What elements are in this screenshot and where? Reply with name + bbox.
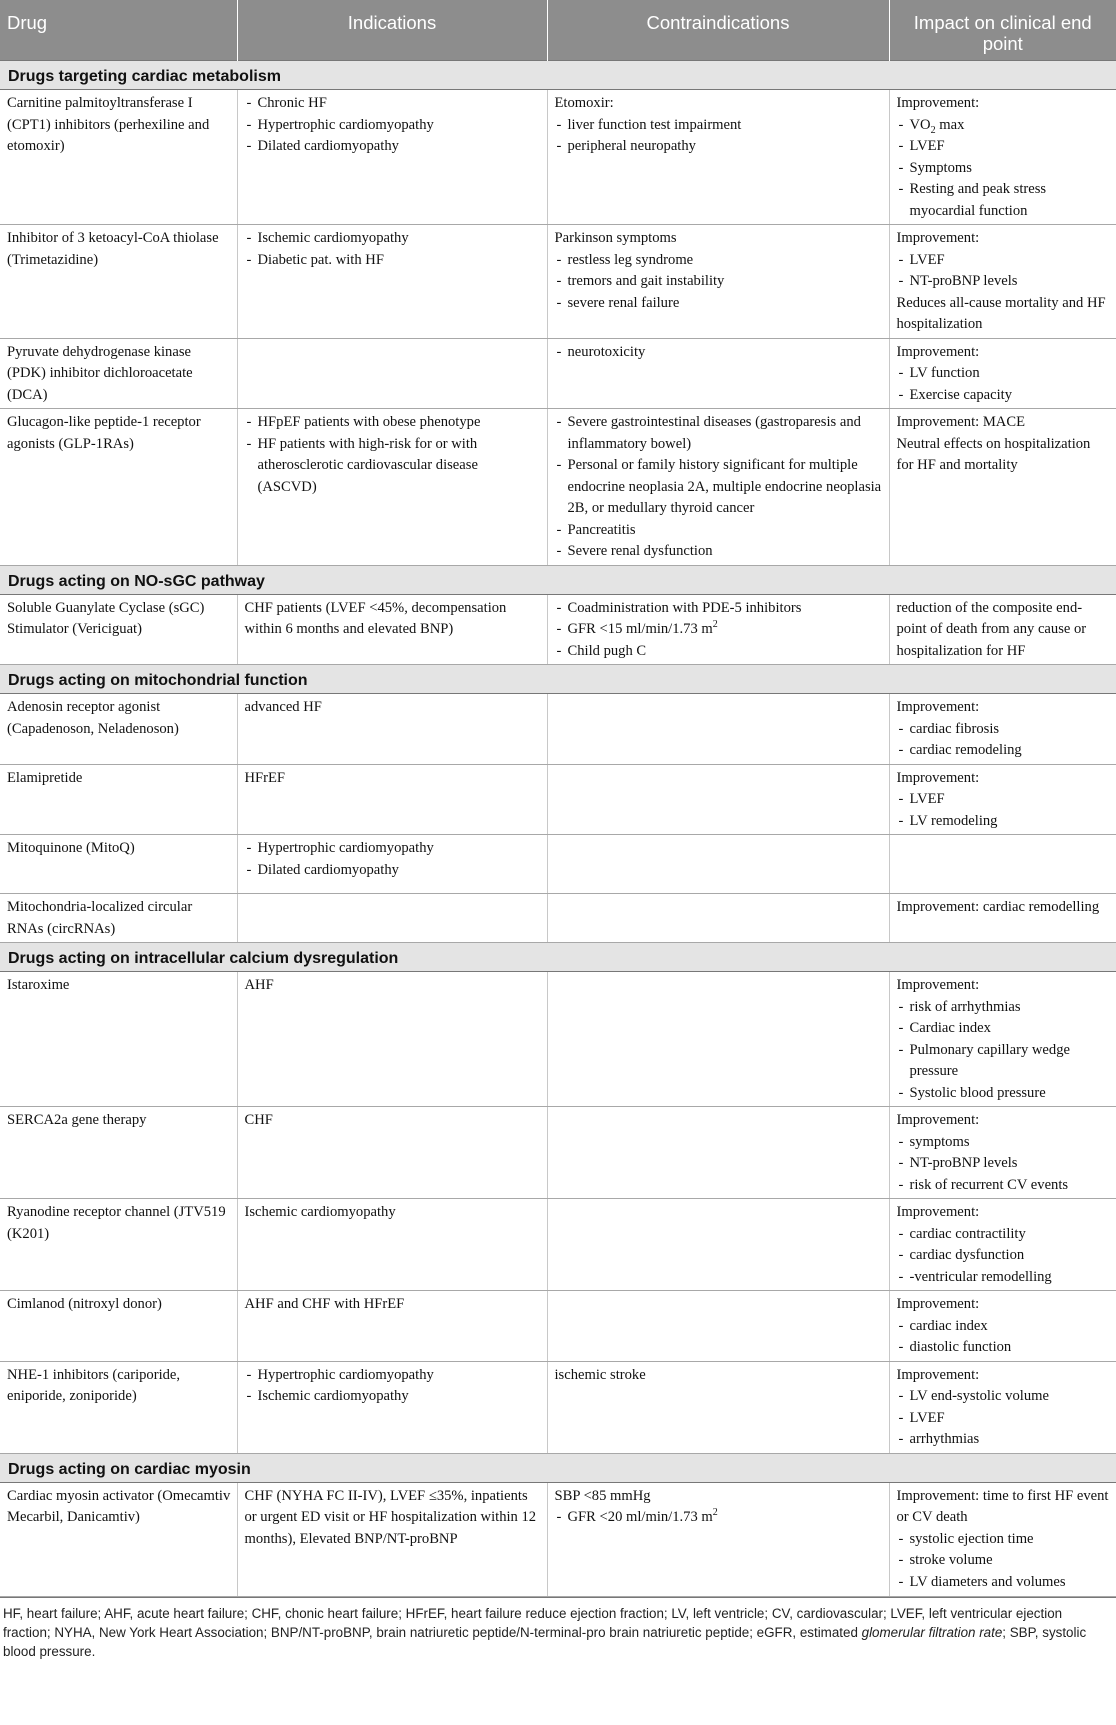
contraindications-cell (547, 1482, 889, 1596)
contraindication-item-list (555, 250, 883, 315)
impact-item: - Cardiac index (897, 1018, 1111, 1040)
contraindications-cell (547, 594, 889, 665)
impact-tail: Improvement: cardiac remodelling (896, 899, 1100, 915)
contraindication-item: - Severe renal dysfunction (555, 541, 883, 563)
contraindications-cell (547, 90, 889, 225)
drug-cell: SERCA2a gene therapy (0, 1107, 237, 1199)
contraindication-item: - peripheral neuropathy (555, 136, 883, 158)
section-title: Drugs acting on cardiac myosin (0, 1453, 1116, 1482)
contraindication-item: - Coadministration with PDE-5 inhibitors (555, 598, 883, 620)
section-row (0, 1453, 1116, 1482)
indications-cell (237, 764, 547, 835)
drug-cell: Adenosin receptor agonist (Capadenoson, Neladenoson) (0, 694, 237, 765)
indications-cell (237, 1482, 547, 1596)
impact-item: - Pulmonary capillary wedge pressure (897, 1040, 1111, 1083)
contraindication-item-list (555, 412, 883, 563)
contraindications-cell (547, 1361, 889, 1453)
contraindications-cell (547, 694, 889, 765)
drug-cell: Elamipretide (0, 764, 237, 835)
contraindications-cell (547, 1107, 889, 1199)
indication-item-list (245, 412, 541, 498)
table-row (0, 1107, 1116, 1199)
impact-cell (889, 1361, 1116, 1453)
impact-item: - Systolic blood pressure (897, 1083, 1111, 1105)
impact-cell (889, 972, 1116, 1107)
impact-lead: Improvement: time to first HF event or CV death (896, 1487, 1109, 1525)
contraindication-item: - liver function test impairment (555, 115, 883, 137)
indication-item: - Dilated cardiomyopathy (245, 860, 541, 882)
impact-item-list (897, 250, 1111, 293)
impact-item: - arrhythmias (897, 1429, 1111, 1451)
impact-cell (889, 1482, 1116, 1596)
impact-item: - diastolic function (897, 1337, 1111, 1359)
section-title: Drugs acting on mitochondrial function (0, 665, 1116, 694)
contraindication-item: - Child pugh C (555, 641, 883, 663)
impact-item-list (897, 1316, 1111, 1359)
impact-cell (889, 835, 1116, 894)
impact-item: - LV remodeling (897, 811, 1111, 833)
indication-text: Ischemic cardiomyopathy (244, 1204, 396, 1220)
indication-item-list (245, 228, 541, 271)
impact-cell (889, 409, 1116, 566)
impact-item: - LVEF (897, 789, 1111, 811)
indication-item-list (245, 93, 541, 158)
impact-item: - systolic ejection time (897, 1529, 1111, 1551)
indication-item: - Ischemic cardiomyopathy (245, 228, 541, 250)
indications-cell (237, 1107, 547, 1199)
impact-item-list (897, 1224, 1111, 1289)
impact-cell (889, 1291, 1116, 1362)
impact-cell (889, 764, 1116, 835)
indications-cell (237, 894, 547, 943)
contraindication-item: - GFR <15 ml/min/1.73 $m^2$ (555, 619, 883, 641)
contraindication-lead: Etomoxir: (554, 95, 614, 111)
impact-item: - symptoms (897, 1132, 1111, 1154)
table-row (0, 694, 1116, 765)
table-row (0, 338, 1116, 409)
impact-lead: Improvement: (896, 1204, 980, 1220)
impact-item: - LVEF (897, 1408, 1111, 1430)
section-row (0, 565, 1116, 594)
header-drug: Drug (0, 0, 237, 61)
table-row (0, 1199, 1116, 1291)
impact-lead: Improvement: (896, 343, 980, 360)
impact-cell (889, 338, 1116, 409)
impact-item: - LV end-systolic volume (897, 1386, 1111, 1408)
impact-item-list (897, 363, 1111, 406)
impact-item: - Symptoms (897, 158, 1111, 180)
contraindication-item-list (555, 115, 883, 158)
drug-cell: Istaroxime (0, 972, 237, 1107)
indication-text: advanced HF (244, 699, 322, 715)
section-title: Drugs targeting cardiac metabolism (0, 61, 1116, 90)
contraindication-text: ischemic stroke (554, 1366, 646, 1383)
contraindication-item: - Personal or family history significant for multiple endocrine neoplasia 2A, multiple endocrine neoplasia 2B, or medullary thyroid cancer (555, 455, 883, 520)
indication-item: - Hypertrophic cardiomyopathy (245, 1365, 541, 1387)
drug-cell: Mitoquinone (MitoQ) (0, 835, 237, 894)
impact-cell (889, 1107, 1116, 1199)
table-row (0, 225, 1116, 339)
impact-cell (889, 90, 1116, 225)
contraindication-item-list (555, 598, 883, 663)
impact-item: - LV diameters and volumes (897, 1572, 1111, 1594)
indications-cell (237, 694, 547, 765)
indication-item-list (245, 838, 541, 881)
table-row (0, 1361, 1116, 1453)
indication-item-list (245, 1365, 541, 1408)
indications-cell (237, 225, 547, 339)
indication-text: CHF (244, 1112, 273, 1128)
table-row (0, 835, 1116, 894)
impact-item-list (897, 997, 1111, 1105)
header-contraindications: Contraindications (547, 0, 889, 61)
indications-cell (237, 835, 547, 894)
impact-lead: Improvement: (896, 95, 980, 111)
contraindications-cell (547, 764, 889, 835)
impact-item-list (897, 719, 1111, 762)
impact-item-list (897, 1132, 1111, 1197)
contraindications-cell (547, 1291, 889, 1362)
section-title: Drugs acting on intracellular calcium dysregulation (0, 943, 1116, 972)
impact-item: - -ventricular remodelling (897, 1267, 1111, 1289)
indication-text: AHF (244, 977, 274, 993)
impact-item-list (897, 1386, 1111, 1451)
contraindications-cell (547, 835, 889, 894)
table-row (0, 409, 1116, 566)
contraindication-item: - severe renal failure (555, 293, 883, 315)
indication-text: AHF and CHF with HFrEF (244, 1296, 405, 1312)
header-impact (889, 0, 1116, 61)
contraindication-item: - GFR <20 ml/min/1.73 $m^2$ (555, 1507, 883, 1529)
indications-cell (237, 338, 547, 409)
impact-item: - $VO_2$ max (897, 115, 1111, 137)
impact-item: - cardiac contractility (897, 1224, 1111, 1246)
header-indications: Indications (237, 0, 547, 61)
drug-cell: Ryanodine receptor channel (JTV519 (K201) (0, 1199, 237, 1291)
footnote-end: ; SBP, systolic blood pressure. (3, 1624, 1087, 1659)
indication-item: - HF patients with high-risk for or with atherosclerotic cardiovascular disease (ASCVD) (245, 434, 541, 499)
section-row (0, 665, 1116, 694)
drug-cell: Cardiac myosin activator (Omecamtiv Mecarbil, Danicamtiv) (0, 1482, 237, 1596)
impact-cell (889, 894, 1116, 943)
impact-lead: Improvement: (896, 1112, 980, 1128)
impact-item: - NT-proBNP levels (897, 1153, 1111, 1175)
indications-cell (237, 1291, 547, 1362)
table-row (0, 894, 1116, 943)
impact-item-list (897, 115, 1111, 223)
indication-text: CHF (NYHA FC II-IV), LVEF ≤35%, inpatients or urgent ED visit or HF hospitalization within 12 months), Elevated BNP/NT-proBNP (244, 1487, 537, 1547)
indications-cell (237, 972, 547, 1107)
contraindications-cell (547, 225, 889, 339)
impact-item: - LVEF (897, 136, 1111, 158)
impact-item: - LVEF (897, 250, 1111, 272)
impact-item-list (897, 789, 1111, 832)
drug-cell: Inhibitor of 3 ketoacyl-CoA thiolase (Trimetazidine) (0, 225, 237, 339)
impact-lead: Improvement: (896, 769, 980, 786)
indications-cell (237, 90, 547, 225)
table-row (0, 1291, 1116, 1362)
footnote-italic: glomerular filtration rate (861, 1624, 1003, 1640)
drug-cell: Cimlanod (nitroxyl donor) (0, 1291, 237, 1362)
contraindication-lead: Parkinson symptoms (554, 230, 677, 246)
indications-cell (237, 1361, 547, 1453)
contraindication-lead: SBP <85 mmHg (554, 1487, 651, 1504)
contraindications-cell (547, 1199, 889, 1291)
indications-cell (237, 409, 547, 566)
contraindication-item: - Severe gastrointestinal diseases (gastroparesis and inflammatory bowel) (555, 412, 883, 455)
impact-lead: Improvement: (896, 977, 980, 993)
impact-item: - risk of arrhythmias (897, 997, 1111, 1019)
contraindication-item: - tremors and gait instability (555, 271, 883, 293)
contraindications-cell (547, 409, 889, 566)
drug-cell: Pyruvate dehydrogenase kinase (PDK) inhibitor dichloroacetate (DCA) (0, 338, 237, 409)
indication-item: - Hypertrophic cardiomyopathy (245, 838, 541, 860)
contraindications-cell (547, 338, 889, 409)
drug-cell: Carnitine palmitoyltransferase I (CPT1) inhibitors (perhexiline and etomoxir) (0, 90, 237, 225)
impact-item: - cardiac fibrosis (897, 719, 1111, 741)
table-row (0, 594, 1116, 665)
indication-item: - Hypertrophic cardiomyopathy (245, 115, 541, 137)
indication-text: HFrEF (244, 769, 286, 786)
indication-item: - Ischemic cardiomyopathy (245, 1386, 541, 1408)
indication-item: - Chronic HF (245, 93, 541, 115)
impact-item: - stroke volume (897, 1550, 1111, 1572)
section-row (0, 61, 1116, 90)
contraindication-item: - neurotoxicity (555, 342, 883, 364)
impact-item: - cardiac remodeling (897, 740, 1111, 762)
impact-tail: reduction of the composite end-point of death from any cause or hospitalization for HF (896, 599, 1087, 659)
contraindication-item-list (555, 342, 883, 364)
impact-item: - Exercise capacity (897, 385, 1111, 407)
impact-cell (889, 594, 1116, 665)
table-row (0, 972, 1116, 1107)
impact-item: - cardiac dysfunction (897, 1245, 1111, 1267)
impact-cell (889, 1199, 1116, 1291)
footnote (0, 1597, 1116, 1661)
contraindication-item: - restless leg syndrome (555, 250, 883, 272)
drug-cell: NHE-1 inhibitors (cariporide, eniporide, zoniporide) (0, 1361, 237, 1453)
contraindications-cell (547, 894, 889, 943)
contraindications-cell (547, 972, 889, 1107)
indication-item: - HFpEF patients with obese phenotype (245, 412, 541, 434)
impact-item-list (897, 1529, 1111, 1594)
indication-item: - Diabetic pat. with HF (245, 250, 541, 272)
header-impact-line2: point (982, 33, 1023, 54)
impact-cell (889, 694, 1116, 765)
impact-item: - risk of recurrent CV events (897, 1175, 1111, 1197)
impact-lead: Improvement: (896, 230, 980, 246)
impact-lead: Improvement: (896, 1366, 980, 1383)
drug-cell: Mitochondria-localized circular RNAs (circRNAs) (0, 894, 237, 943)
table-row (0, 764, 1116, 835)
drug-cell: Soluble Guanylate Cyclase (sGC) Stimulator (Vericiguat) (0, 594, 237, 665)
impact-item: - cardiac index (897, 1316, 1111, 1338)
indications-cell (237, 1199, 547, 1291)
table-row (0, 90, 1116, 225)
section-title: Drugs acting on NO-sGC pathway (0, 565, 1116, 594)
impact-tail: Neutral effects on hospitalization for HF and mortality (896, 435, 1091, 473)
table-row (0, 1482, 1116, 1596)
impact-lead: Improvement: MACE (896, 414, 1025, 430)
impact-tail: Reduces all-cause mortality and HF hospitalization (896, 294, 1106, 332)
contraindication-item-list (555, 1507, 883, 1529)
impact-lead: Improvement: (896, 1296, 980, 1312)
impact-lead: Improvement: (896, 699, 980, 715)
drug-cell: Glucagon-like peptide-1 receptor agonists (GLP-1RAs) (0, 409, 237, 566)
section-row (0, 943, 1116, 972)
header-impact-line1: Impact on clinical end (913, 12, 1092, 33)
impact-cell (889, 225, 1116, 339)
indications-cell (237, 594, 547, 665)
impact-item: - Resting and peak stress myocardial function (897, 179, 1111, 222)
indication-text: CHF patients (LVEF <45%, decompensation within 6 months and elevated BNP) (244, 599, 507, 637)
header-row (0, 0, 1116, 61)
footnote-main: HF, heart failure; AHF, acute heart failure; CHF, chonic heart failure; HFrEF, heart failure reduce ejection fraction; LV, left ventricle; CV, cardiovascular; LVEF, left ventricular ejection fraction; NYHA, New York Heart Association; BNP/NT-proBNP, brain natriuretic peptide/N-terminal-pro brain natriuretic peptide; eGFR, estimated (3, 1605, 1063, 1640)
contraindication-item: - Pancreatitis (555, 520, 883, 542)
table-body (0, 61, 1116, 1597)
impact-item: - NT-proBNP levels (897, 271, 1111, 293)
indication-item: - Dilated cardiomyopathy (245, 136, 541, 158)
impact-item: - LV function (897, 363, 1111, 385)
